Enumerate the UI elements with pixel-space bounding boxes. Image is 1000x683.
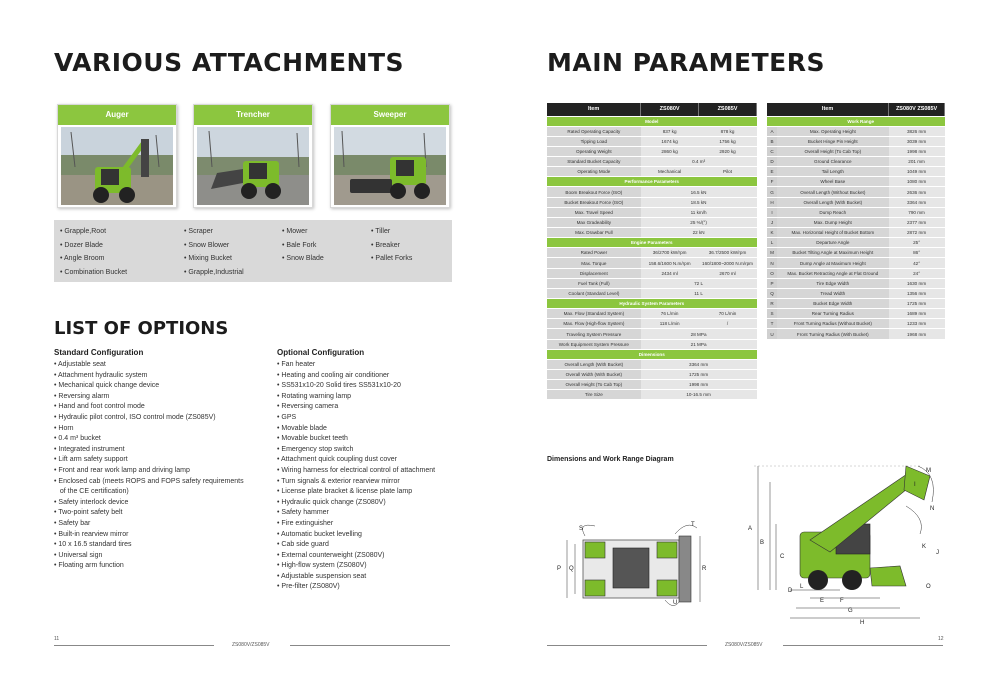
param-value: 76 L/min [641, 309, 699, 319]
table-header [547, 103, 757, 116]
param-label: Dump Reach [777, 207, 889, 217]
table-header-cell: ZS080V [641, 103, 699, 116]
work-range-table [767, 103, 945, 340]
param-letter: M [767, 248, 777, 258]
param-label: Bucket Breakout Force (ISO) [547, 197, 641, 207]
param-value: 1630 mm [889, 278, 945, 288]
param-value: 2860 kg [641, 146, 699, 156]
param-label: Wheel Base [777, 177, 889, 187]
table-section-row [547, 349, 757, 359]
list-item: • Bale Fork [282, 241, 317, 249]
param-value: 1998 mm [641, 380, 757, 390]
standard-config-list [54, 360, 244, 572]
table-header-cell: Item [767, 103, 889, 116]
section-label: Model [547, 116, 757, 126]
param-letter: L [767, 238, 777, 248]
param-value: 21 MPa [641, 339, 757, 349]
param-letter: N [767, 258, 777, 268]
param-label: Tread Width [777, 288, 889, 298]
table-row [547, 157, 757, 167]
list-item: • Grapple,Industrial [184, 268, 244, 276]
list-item: • Emergency stop switch [277, 445, 354, 453]
param-letter: O [767, 268, 777, 278]
param-label: Max. Flow (Standard System) [547, 309, 641, 319]
table-row [767, 299, 945, 309]
list-item: • Dozer Blade [60, 241, 103, 249]
param-label: Bucket Edge Width [777, 299, 889, 309]
standard-config-title: Standard Configuration [54, 348, 144, 357]
param-label: Front Turning Radius (With Bucket) [777, 329, 889, 339]
param-letter: P [767, 278, 777, 288]
param-value: 28 MPa [641, 329, 757, 339]
list-item: • Floating arm function [54, 562, 124, 570]
table-row [547, 197, 757, 207]
dim-letter: N [930, 506, 935, 512]
dim-letter: D [788, 588, 793, 594]
auger-photo [61, 127, 173, 205]
param-label: Rated Power [547, 248, 641, 258]
param-label: Overall Length (With Bucket) [547, 359, 641, 369]
attachment-label: Auger [58, 105, 176, 125]
param-label: Coolant (Standard Level) [547, 288, 641, 298]
param-value: 18.5 kN [641, 197, 757, 207]
attachment-column [184, 225, 244, 279]
param-label: Tire Edge Width [777, 278, 889, 288]
param-letter: T [767, 319, 777, 329]
param-value: 1725 mm [641, 370, 757, 380]
list-item: • Attachment hydraulic system [54, 371, 148, 379]
table-row [547, 217, 757, 227]
list-item: • Combination Bucket [60, 268, 128, 276]
section-label: Work Range [777, 116, 945, 126]
param-value: 2920 kg [699, 146, 757, 156]
list-item: • License plate bracket & license plate lamp [277, 488, 413, 496]
attachment-card-sweeper [330, 104, 450, 208]
optional-config-title: Optional Configuration [277, 348, 365, 357]
dim-letter: K [922, 544, 927, 550]
param-value: 11 km/h [641, 207, 757, 217]
dim-letter: Q [569, 566, 574, 572]
dim-letter: F [840, 598, 844, 604]
dim-letter: T [691, 522, 695, 528]
table-row [767, 288, 945, 298]
table-row [767, 238, 945, 248]
param-label: Standard Bucket Capacity [547, 157, 641, 167]
dim-letter: A [748, 526, 753, 532]
dim-letter: O [926, 584, 931, 590]
list-item: • Safety interlock device [54, 498, 129, 506]
list-item: • Cab side guard [277, 541, 329, 549]
table-row [767, 207, 945, 217]
list-item: • Mechanical quick change device [54, 382, 160, 390]
param-value: 22 kN [641, 228, 757, 238]
table-row [547, 167, 757, 177]
dim-letter: E [820, 598, 825, 604]
param-value: 72 L [641, 278, 757, 288]
attachment-card-trencher [193, 104, 313, 208]
param-value: 878 kg [699, 126, 757, 136]
param-value: 86° [889, 248, 945, 258]
table-row [547, 278, 757, 288]
list-item: • Automatic bucket levelling [277, 530, 362, 538]
param-value: 1725 mm [889, 299, 945, 309]
optional-config-list [277, 360, 435, 593]
list-item: • Lift arm safety support [54, 456, 128, 464]
param-value: 2377 mm [889, 217, 945, 227]
dim-letter: G [848, 608, 853, 614]
param-value: 118 L/min [641, 319, 699, 329]
list-item: • Safety hammer [277, 509, 329, 517]
param-letter: A [767, 126, 777, 136]
table-row [767, 309, 945, 319]
param-label: Displacement [547, 268, 641, 278]
list-item: • Hand and foot control mode [54, 403, 145, 411]
dim-letter: M [926, 468, 931, 474]
param-letter: D [767, 157, 777, 167]
param-letter: S [767, 309, 777, 319]
table-row [547, 268, 757, 278]
param-value: / [699, 319, 757, 329]
param-value: 24° [889, 268, 945, 278]
param-label: Departure Angle [777, 238, 889, 248]
list-item: • Turn signals & exterior rearview mirror [277, 477, 400, 485]
param-label: Overall Height (To Cab Top) [547, 380, 641, 390]
list-item: • SS531x10-20 Solid tires SS531x10-20 [277, 382, 401, 390]
param-label: Fuel Tank (Full) [547, 278, 641, 288]
param-value: 1968 mm [889, 329, 945, 339]
table-header-cell: Item [547, 103, 641, 116]
param-label: Max. Drawbar Pull [547, 228, 641, 238]
list-item: • Built-in rearview mirror [54, 530, 129, 538]
list-item: • Angle Broom [60, 255, 105, 262]
footer-model: ZS080V/ZS085V [232, 642, 270, 648]
attachment-column [371, 225, 412, 266]
param-letter: H [767, 197, 777, 207]
table-row [547, 146, 757, 156]
table-section-row [767, 116, 945, 126]
attachment-label: Trencher [194, 105, 312, 125]
list-item: • 10 x 16.5 standard tires [54, 541, 132, 549]
param-letter: I [767, 207, 777, 217]
section-label: Performance Parameters [547, 177, 757, 187]
dim-letter: P [557, 566, 562, 572]
param-label: Overall Height (To Cab Top) [777, 146, 889, 156]
table-section-row [547, 238, 757, 248]
list-item: • Scraper [184, 228, 213, 235]
param-value: 70 L/min [699, 309, 757, 319]
param-label: Traveling System Pressure [547, 329, 641, 339]
diagram-title: Dimensions and Work Range Diagram [547, 456, 674, 463]
sweeper-photo [334, 127, 446, 205]
list-item: • Movable bucket teeth [277, 435, 348, 443]
param-letter: C [767, 146, 777, 156]
attachments-title: VARIOUS ATTACHMENTS [54, 48, 405, 77]
table-row [547, 359, 757, 369]
page-number: 12 [938, 636, 944, 642]
dim-letter: U [673, 600, 678, 606]
param-value: 36.7/2500 kW/rpm [699, 248, 757, 258]
attachment-card-auger [57, 104, 177, 208]
list-item: • Safety bar [54, 519, 91, 527]
options-title: LIST OF OPTIONS [54, 318, 229, 339]
list-item: • Mower [282, 228, 308, 235]
list-item: • High-flow system (ZS080V) [277, 562, 367, 570]
param-value: 2670 ml [699, 268, 757, 278]
list-item: • Fan heater [277, 361, 316, 368]
param-label: Overall Length (Without Bucket) [777, 187, 889, 197]
table-row [767, 278, 945, 288]
param-value: 160/1800~2000 N.m/rpm [699, 258, 757, 268]
param-value: 1356 mm [889, 288, 945, 298]
param-label: Overall Length (With Bucket) [777, 197, 889, 207]
table-row [767, 157, 945, 167]
param-label: Ground Clearance [777, 157, 889, 167]
param-letter: F [767, 177, 777, 187]
list-item: • Movable blade [277, 424, 327, 432]
param-label: Boom Breakout Force (ISO) [547, 187, 641, 197]
param-label: Tire Size [547, 390, 641, 400]
param-value: 11 L [641, 288, 757, 298]
param-value: 1080 mm [889, 177, 945, 187]
list-item: • Snow Blade [282, 255, 324, 262]
table-row [767, 197, 945, 207]
section-label: Hydraulic System Parameters [547, 299, 757, 309]
param-label: Max. Operating Height [777, 126, 889, 136]
param-label: Max Gradeability [547, 217, 641, 227]
table-section-row [547, 177, 757, 187]
param-value: 1756 kg [699, 136, 757, 146]
param-label: Max. Torque [547, 258, 641, 268]
list-item: • Reversing camera [277, 403, 339, 411]
param-value: 1233 mm [889, 319, 945, 329]
list-item: • Wiring harness for electrical control of attachment [277, 466, 436, 474]
param-value: 3039 mm [889, 136, 945, 146]
list-item: • Reversing alarm [54, 392, 110, 400]
list-item: • Pre-filter (ZS080V) [277, 583, 340, 591]
table-row [547, 329, 757, 339]
table-row [547, 319, 757, 329]
list-item: • Horn [54, 424, 74, 432]
param-value: 25° [889, 238, 945, 248]
table-row [547, 187, 757, 197]
footer-line [783, 645, 943, 646]
param-value: 790 mm [889, 207, 945, 217]
list-item: • Two-point safety belt [54, 509, 123, 517]
section-label: Engine Parameters [547, 238, 757, 248]
list-item: • Mixing Bucket [184, 255, 232, 262]
param-letter: G [767, 187, 777, 197]
param-label: Operating Weight [547, 146, 641, 156]
table-row [767, 136, 945, 146]
param-value: 201 mm [889, 157, 945, 167]
table-row [767, 329, 945, 339]
list-item: • Hydraulic pilot control, ISO control mode (ZS085V) [54, 413, 216, 421]
list-item: • Grapple,Root [60, 228, 107, 235]
attachment-list [54, 220, 452, 282]
table-row [767, 177, 945, 187]
list-item: • Snow Blower [184, 241, 230, 249]
dim-letter: S [579, 526, 584, 532]
list-item: • Universal sign [54, 551, 103, 559]
dim-letter: C [780, 554, 785, 560]
param-value: 1998 mm [889, 146, 945, 156]
table-row [547, 380, 757, 390]
list-item: of the CE certification) [59, 488, 129, 496]
list-item: • 0.4 m³ bucket [54, 435, 101, 443]
list-item: • Heating and cooling air conditioner [277, 371, 390, 379]
list-item: • Tiller [371, 228, 391, 235]
param-value: 2434 ml [641, 268, 699, 278]
table-header-cell: ZS080V ZS085V [889, 103, 945, 116]
param-value: Pilot [699, 167, 757, 177]
list-item: • Integrated instrument [54, 445, 125, 453]
list-item: • Attachment quick coupling dust cover [277, 456, 397, 464]
list-item: • Adjustable suspension seat [277, 572, 367, 580]
param-value: 16.5 kN [641, 187, 757, 197]
param-letter: B [767, 136, 777, 146]
param-value: 2872 mm [889, 228, 945, 238]
footer-model: ZS080V/ZS085V [725, 642, 763, 648]
param-label: Max. Travel Speed [547, 207, 641, 217]
param-label: Tail Length [777, 167, 889, 177]
table-section-row [547, 116, 757, 126]
list-item: • Rotating warning lamp [277, 392, 352, 400]
param-label: Max. Dump Height [777, 217, 889, 227]
param-value: Mechanical [641, 167, 699, 177]
table-row [547, 288, 757, 298]
table-row [547, 248, 757, 258]
param-value: 1689 mm [889, 309, 945, 319]
top-view-diagram [555, 518, 715, 608]
param-value: 1049 mm [889, 167, 945, 177]
list-item: • External counterweight (ZS080V) [277, 551, 385, 559]
attachment-column [60, 225, 127, 279]
param-label: Overall Width (With Bucket) [547, 370, 641, 380]
main-parameters-table [547, 103, 757, 400]
dim-letter: L [800, 584, 804, 590]
list-item: • GPS [277, 413, 297, 421]
param-label: Rear Turning Radius [777, 309, 889, 319]
table-row [767, 167, 945, 177]
table-row [547, 370, 757, 380]
param-letter: Q [767, 288, 777, 298]
list-item: • Adjustable seat [54, 361, 106, 368]
table-row [547, 258, 757, 268]
dim-letter: H [860, 620, 865, 626]
param-label: Front Turning Radius (Without Bucket) [777, 319, 889, 329]
table-row [767, 319, 945, 329]
param-label: Max. Horizontal Height of Bucket Bottom [777, 228, 889, 238]
table-section-row [547, 299, 757, 309]
param-letter: E [767, 167, 777, 177]
table-row [547, 339, 757, 349]
table-row [767, 248, 945, 258]
footer-line [547, 645, 707, 646]
param-value: 3826 mm [889, 126, 945, 136]
param-value: 2636 mm [889, 187, 945, 197]
attachment-column [282, 225, 324, 266]
param-value: 3364 mm [641, 359, 757, 369]
table-header [767, 103, 945, 116]
param-value: 1674 kg [641, 136, 699, 146]
param-label: Tipping Load [547, 136, 641, 146]
list-item: • Enclosed cab (meets ROPS and FOPS safety requirements [54, 477, 244, 485]
table-header-cell: ZS085V [699, 103, 757, 116]
footer-line [290, 645, 450, 646]
trencher-photo [197, 127, 309, 205]
table-row [547, 390, 757, 400]
side-view-diagram [740, 462, 950, 627]
table-row [547, 228, 757, 238]
table-row [547, 126, 757, 136]
param-label: Work Equipment System Pressure [547, 339, 641, 349]
param-value: 10-16.5 mm [641, 390, 757, 400]
attachment-label: Sweeper [331, 105, 449, 125]
dim-letter: J [936, 550, 939, 556]
param-value: 0.4 m³ [641, 157, 757, 167]
param-value: 158.6/1600 N.m/rpm [641, 258, 699, 268]
list-item: • Fire extinguisher [277, 519, 334, 527]
dim-letter: B [760, 540, 765, 546]
table-row [767, 258, 945, 268]
param-label: Bucket Tilting Angle at Maximum Height [777, 248, 889, 258]
section-label: Dimensions [547, 349, 757, 359]
param-label: Dump Angle at Maximum Height [777, 258, 889, 268]
dim-letter: R [702, 566, 707, 572]
page-number: 11 [54, 636, 60, 642]
table-row [767, 126, 945, 136]
table-row [767, 217, 945, 227]
param-value: 42° [889, 258, 945, 268]
param-value: 3364 mm [889, 197, 945, 207]
param-value: 36/2700 kW/rpm [641, 248, 699, 258]
param-letter: K [767, 228, 777, 238]
parameters-title: MAIN PARAMETERS [547, 48, 825, 77]
table-row [547, 207, 757, 217]
table-row [767, 228, 945, 238]
param-label: Bucket Hinge Pin Height [777, 136, 889, 146]
list-item: • Hydraulic quick change (ZS080V) [277, 498, 386, 506]
param-label: Operating Mode [547, 167, 641, 177]
list-item: • Pallet Forks [371, 255, 413, 262]
footer-line [54, 645, 214, 646]
table-row [767, 268, 945, 278]
dim-letter: I [914, 482, 916, 488]
param-value: 25 %/(°) [641, 217, 757, 227]
table-row [547, 136, 757, 146]
list-item: • Breaker [371, 241, 400, 249]
param-label: Max. Bucket Retracting Angle at Flat Ground [777, 268, 889, 278]
param-label: Rated Operating Capacity [547, 126, 641, 136]
table-row [767, 146, 945, 156]
table-row [547, 309, 757, 319]
param-value: 837 kg [641, 126, 699, 136]
list-item: • Front and rear work lamp and driving lamp [54, 466, 190, 474]
param-letter: U [767, 329, 777, 339]
param-label: Max. Flow (High-flow System) [547, 319, 641, 329]
param-letter: R [767, 299, 777, 309]
param-letter: J [767, 217, 777, 227]
table-row [767, 187, 945, 197]
